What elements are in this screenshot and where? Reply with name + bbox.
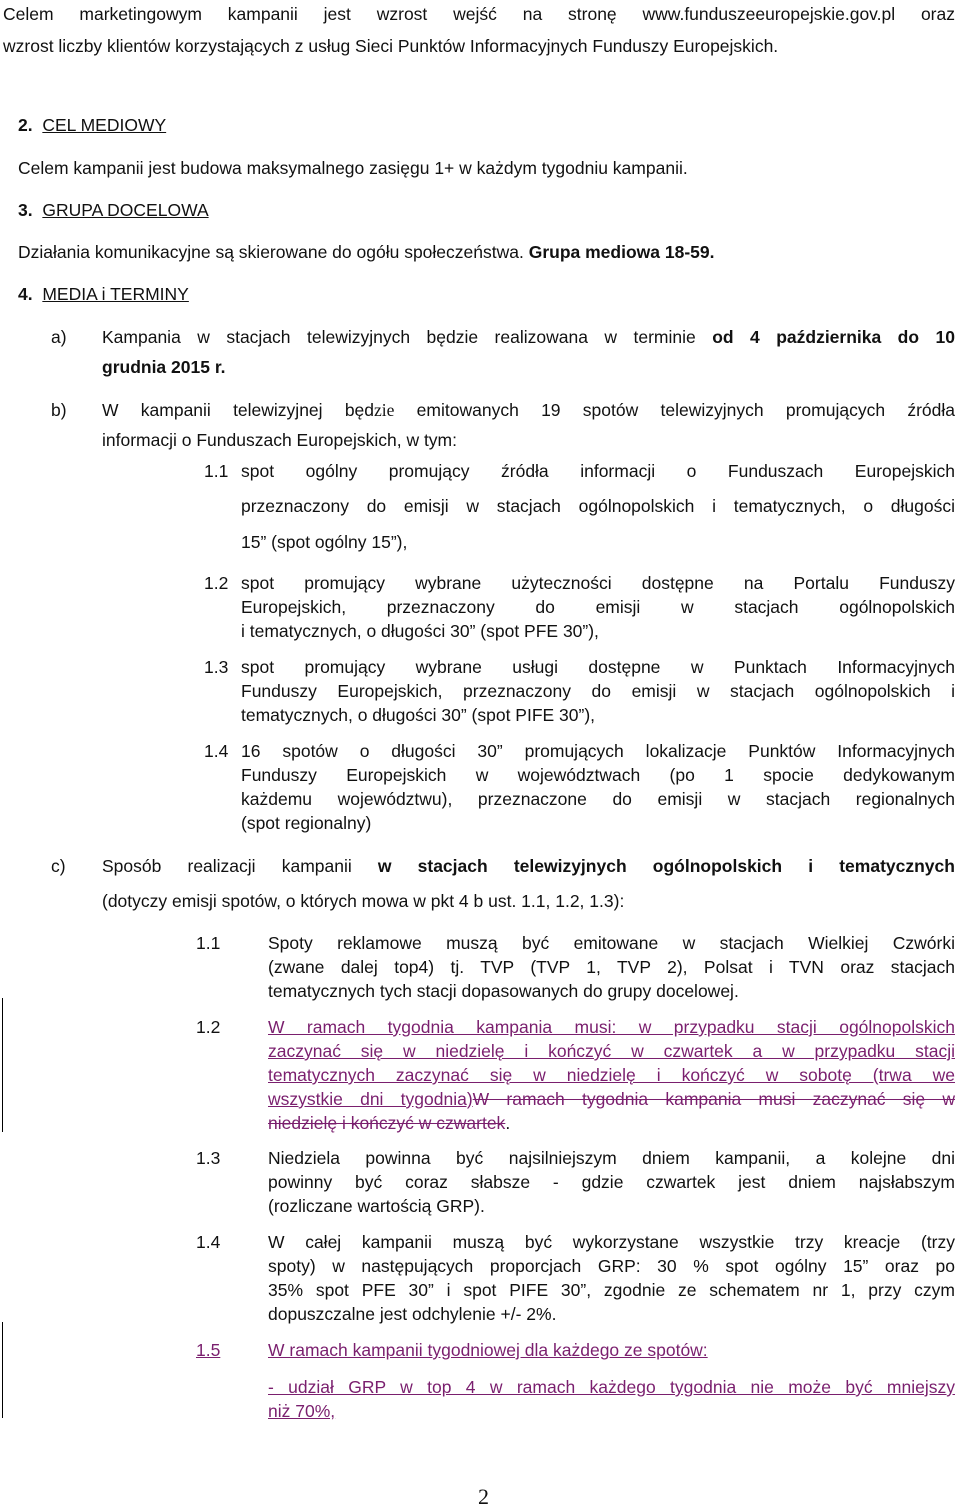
c-1-1-line-3: tematycznych tych stacji dopasowanych do grupy docelowej. — [268, 981, 739, 1001]
item-a-text: Kampania w stacjach telewizyjnych będzie realizowana w terminie — [102, 327, 696, 347]
c-1-5-number: 1.5 — [196, 1340, 221, 1360]
c-1-5-title: W ramach kampanii tygodniowej dla każdego ze spotów: — [268, 1340, 708, 1360]
section-3-text — [18, 240, 714, 264]
section-2-text: Celem kampanii jest budowa maksymalnego zasięgu 1+ w każdym tygodniu kampanii. — [18, 158, 688, 178]
b-1-2-line-3: i tematycznych, o długości 30” (spot PFE 30”), — [241, 621, 599, 641]
c-1-4-line-1: W całej kampanii muszą być wykorzystane wszystkie trzy kreacje (trzy — [268, 1232, 955, 1252]
intro-line-1: Celem marketingowym kampanii jest wzrost wejść na stronę www.funduszeeuropejskie.gov.pl oraz — [3, 4, 955, 24]
b-1-3-line-3: tematycznych, o długości 30” (spot PIFE 30”), — [241, 705, 596, 725]
c-1-2-period: . — [505, 1113, 511, 1133]
c-1-2-line-5 — [268, 1111, 510, 1135]
c-1-2-deleted-fragment: W ramach tygodnia kampania musi zaczynać się w — [472, 1089, 955, 1109]
item-c-line-2: (dotyczy emisji spotów, o których mowa w pkt 4 b ust. 1.1, 1.2, 1.3): — [102, 891, 625, 911]
item-b-text-c: emitowanych 19 spotów telewizyjnych promujących źródła — [394, 400, 955, 420]
intro-line-2: wzrost liczby klientów korzystających z usług Sieci Punktów Informacyjnych Funduszy Europejskich. — [3, 36, 779, 56]
item-b-label: b) — [51, 400, 67, 420]
revision-bar — [2, 998, 3, 1132]
section-4-heading — [18, 282, 189, 306]
b-1-1-number: 1.1 — [204, 461, 229, 481]
b-1-4-line-2: Funduszy Europejskich w województwach (po 1 spocie dedykowanym — [241, 765, 955, 785]
item-b-line-1 — [102, 398, 955, 422]
item-a-label: a) — [51, 327, 67, 347]
item-b-text-z: zie — [374, 400, 395, 420]
section-3-target-group: Grupa mediowa 18-59. — [528, 242, 715, 262]
c-1-2-inserted-line-2: zaczynać się w niedzielę i kończyć w czwartek a w przypadku stacji — [268, 1041, 955, 1061]
item-c-text: Sposób realizacji kampanii — [102, 856, 352, 876]
b-1-1-line-2: przeznaczony do emisji w stacjach ogólnopolskich i tematycznych, o długości — [241, 496, 955, 516]
c-1-2-inserted-fragment: wszystkie dni tygodnia) — [268, 1089, 473, 1109]
c-1-5-dash-line-2: niż 70%, — [268, 1401, 336, 1421]
section-3-heading — [18, 198, 209, 222]
section-3-body: Działania komunikacyjne są skierowane do ogółu społeczeństwa. — [18, 242, 524, 262]
c-1-2-line-4 — [268, 1087, 955, 1111]
b-1-2-number: 1.2 — [204, 573, 229, 593]
b-1-3-line-1: spot promujący wybrane usługi dostępne w Punktach Informacyjnych — [241, 657, 955, 677]
section-2-title: CEL MEDIOWY — [42, 115, 167, 135]
item-a-line-1 — [102, 325, 955, 349]
c-1-1-line-1: Spoty reklamowe muszą być emitowane w stacjach Wielkiej Czwórki — [268, 933, 955, 953]
item-c-label: c) — [51, 856, 66, 876]
b-1-4-line-3: każdemu województwu), przeznaczone do emisji w stacjach regionalnych — [241, 789, 955, 809]
c-1-4-line-3: 35% spot PFE 30” i spot PIFE 30”, zgodnie ze schematem nr 1, przy czym — [268, 1280, 955, 1300]
c-1-2-inserted-line-1: W ramach tygodnia kampania musi: w przypadku stacji ogólnopolskich — [268, 1017, 955, 1037]
c-1-3-line-2: powinny być coraz słabsze - gdzie czwartek jest dniem najsłabszym — [268, 1172, 955, 1192]
c-1-4-line-4: dopuszczalne jest odchylenie +/- 2%. — [268, 1304, 557, 1324]
section-2-number: 2. — [18, 115, 33, 135]
c-1-3-line-1: Niedziela powinna być najsilniejszym dniem kampanii, a kolejne dni — [268, 1148, 955, 1168]
item-c-stations: w stacjach telewizyjnych ogólnopolskich i tematycznych — [377, 856, 955, 876]
item-b-line-2: informacji o Funduszach Europejskich, w tym: — [102, 430, 457, 450]
item-a-dates: od 4 października do 10 — [712, 327, 955, 347]
item-b-text-a: W kampanii telewizyjnej będ — [102, 400, 375, 420]
item-c-line-1 — [102, 854, 955, 878]
section-3-number: 3. — [18, 200, 33, 220]
b-1-1-line-3: 15” (spot ogólny 15”), — [241, 532, 408, 552]
c-1-3-number: 1.3 — [196, 1148, 221, 1168]
b-1-3-number: 1.3 — [204, 657, 229, 677]
section-4-title: MEDIA i TERMINY — [42, 284, 189, 304]
c-1-3-line-3: (rozliczane wartością GRP). — [268, 1196, 485, 1216]
b-1-1-line-1: spot ogólny promujący źródła informacji o Funduszach Europejskich — [241, 461, 955, 481]
b-1-2-line-1: spot promujący wybrane użyteczności dostępne na Portalu Funduszy — [241, 573, 955, 593]
c-1-2-inserted-line-3: tematycznych zaczynać się w niedzielę i kończyć w sobotę (trwa we — [268, 1065, 955, 1085]
c-1-1-line-2: (zwane dalej top4) tj. TVP (TVP 1, TVP 2), Polsat i TVN oraz stacjach — [268, 957, 955, 977]
b-1-3-line-2: Funduszy Europejskich, przeznaczony do emisji w stacjach ogólnopolskich i — [241, 681, 955, 701]
page-number: 2 — [478, 1484, 489, 1509]
revision-bar-2 — [2, 1322, 3, 1418]
c-1-2-deleted-line: niedzielę i kończyć w czwartek — [268, 1113, 506, 1133]
section-4-number: 4. — [18, 284, 33, 304]
section-3-title: GRUPA DOCELOWA — [42, 200, 209, 220]
section-2-heading — [18, 113, 166, 137]
item-a-line-2: grudnia 2015 r. — [102, 357, 226, 377]
c-1-2-number: 1.2 — [196, 1017, 221, 1037]
c-1-4-line-2: spoty) w następujących proporcjach GRP: 30 % spot ogólny 15” oraz po — [268, 1256, 955, 1276]
c-1-1-number: 1.1 — [196, 933, 221, 953]
b-1-4-line-4: (spot regionalny) — [241, 813, 372, 833]
b-1-2-line-2: Europejskich, przeznaczony do emisji w stacjach ogólnopolskich — [241, 597, 955, 617]
c-1-5-dash-line-1: - udział GRP w top 4 w ramach każdego tygodnia nie może być mniejszy — [268, 1377, 955, 1397]
b-1-4-line-1: 16 spotów o długości 30” promujących lokalizacje Punktów Informacyjnych — [241, 741, 955, 761]
c-1-4-number: 1.4 — [196, 1232, 221, 1252]
b-1-4-number: 1.4 — [204, 741, 229, 761]
